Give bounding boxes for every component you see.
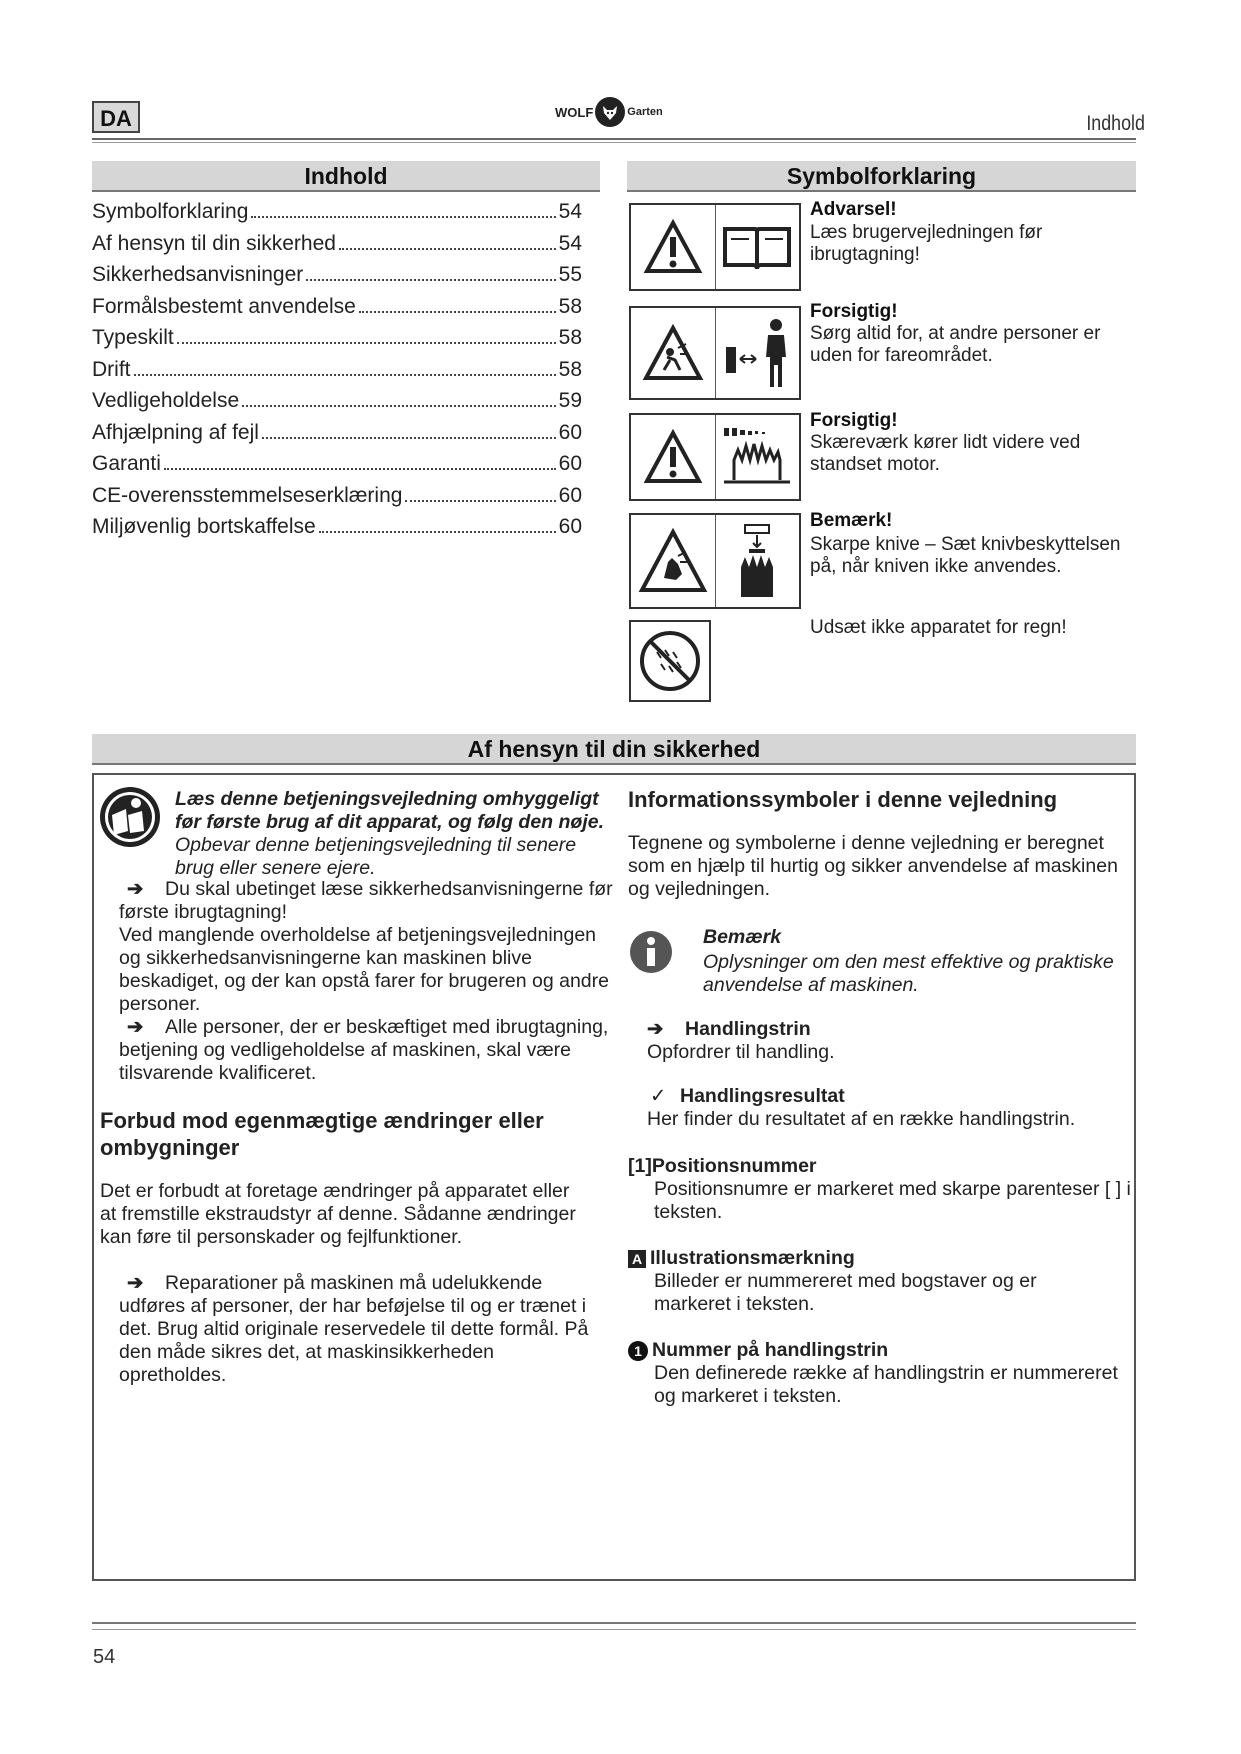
- toc-entry-title: Sikkerhedsanvisninger: [92, 263, 304, 286]
- toc-entry-title: CE-overensstemmelseserklæring: [92, 483, 403, 507]
- safety-heading: Af hensyn til din sikkerhed: [92, 734, 1136, 765]
- safety-intro-rest: Opbevar denne betjeningsvejledning til senere brug eller senere ejere.: [175, 834, 577, 879]
- toc-leader-dots: [164, 468, 556, 470]
- safety-para-1: Ved manglende overholdelse af betjeningsvejledningen og sikkerhedsanvisningerne kan maskinen blive beskadiget, og der kan opstå farer for brugeren og andre personer.: [119, 924, 609, 1015]
- toc-entry-page: 55: [558, 263, 582, 286]
- symbol-4-text: Skarpe knive – Sæt knivbeskyttelsen på, når kniven ikke anvendes.: [810, 534, 1121, 577]
- blade-guard-icon: [716, 515, 800, 607]
- toc-entry[interactable]: [92, 326, 582, 358]
- running-header: Indhold: [1086, 112, 1145, 135]
- safety-bullet-3: ➔ Reparationer på maskinen må udelukkende udføres af personer, der har beføjelse til og er trænet i det. Brug altid originale reservedele til dette formål. På den måde sikres det, at maskinsikkerheden opretholdes.: [119, 1272, 589, 1386]
- note-text: Oplysninger om den mest effektive og praktiske anvendelse af maskinen.: [703, 951, 1114, 996]
- read-manual-icon: [98, 785, 162, 849]
- language-badge: DA: [92, 101, 140, 133]
- toc-entry[interactable]: [92, 389, 582, 421]
- toc-entry-page: 59: [558, 389, 582, 412]
- toc-leader-dots: [251, 216, 555, 218]
- safety-bullet-2: ➔ Alle personer, der er beskæftiget med ibrugtagning, betjening og vedligeholdelse af maskinen, skal være tilsvarende kvalificeret.: [119, 1016, 609, 1084]
- symbol-3-title: Forsigtig!: [810, 410, 898, 431]
- toc-entry-page: 60: [558, 420, 582, 444]
- toc-entry-page: 58: [558, 326, 582, 349]
- logo-wolf-text: WOLF: [555, 104, 594, 120]
- toc-entry-page: 54: [558, 200, 582, 223]
- no-rain-icon: [631, 622, 709, 700]
- toc-entry-page: 60: [558, 515, 582, 538]
- symbol-5-text: Udsæt ikke apparatet for regn!: [810, 617, 1067, 638]
- page-number: 54: [93, 1646, 116, 1668]
- header-rule-thin: [92, 142, 1136, 143]
- symbols-heading: Symbolforklaring: [627, 161, 1136, 192]
- result-title: ✓ Handlingsresultat: [650, 1085, 845, 1107]
- toc-entry[interactable]: [92, 484, 582, 516]
- toc-leader-dots: [177, 342, 556, 344]
- step-title: ➔ Handlingstrin: [647, 1018, 811, 1040]
- symbol-keep-distance: [629, 306, 801, 400]
- toc-leader-dots: [134, 374, 556, 376]
- toc-entry-title: Af hensyn til din sikkerhed: [92, 231, 336, 255]
- toc-leader-dots: [405, 500, 555, 502]
- symbol-warning-read-manual: [629, 203, 801, 291]
- safety-intro-bold: Læs denne betjeningsvejledning omhyggeligt før første brug af dit apparat, og følg den nøje.: [175, 788, 604, 833]
- footer-rule: [92, 1622, 1136, 1630]
- toc-entry-title: Afhjælpning af fejl: [92, 420, 259, 444]
- symbol-1-title: Advarsel!: [810, 199, 897, 220]
- result-text: Her finder du resultatet af en række handlingstrin.: [647, 1108, 1076, 1130]
- toc-entry[interactable]: [92, 295, 582, 327]
- header-rule: [92, 138, 1136, 140]
- toc-leader-dots: [306, 279, 555, 281]
- step-number-title: 1 Nummer på handlingstrin: [628, 1339, 888, 1362]
- note-title: Bemærk: [703, 926, 782, 948]
- safety-intro: [175, 788, 615, 880]
- symbol-blade-runon: [629, 413, 801, 501]
- safety-bullet-1: ➔ Du skal ubetinget læse sikkerhedsanvisningerne før første ibrugtagning!: [119, 878, 613, 923]
- toc-entry[interactable]: [92, 452, 582, 484]
- arrow-right-icon: ➔: [647, 1018, 664, 1040]
- toc-entry-title: Vedligeholdelse: [92, 389, 240, 412]
- toc-entry[interactable]: [92, 515, 582, 547]
- toc-entry-page: 60: [558, 452, 582, 475]
- manual-book-icon: [716, 205, 800, 289]
- symbol-3-text: Skæreværk kører lidt videre ved standset motor.: [810, 432, 1081, 475]
- symbol-1-text: Læs brugervejledningen før ibrugtagning!: [810, 222, 1043, 265]
- symbol-no-rain: [629, 620, 711, 702]
- logo-garten-text: Garten: [627, 106, 663, 118]
- brand-logo: [555, 95, 663, 129]
- toc-entry-page: 58: [558, 294, 582, 318]
- step-text: Opfordrer til handling.: [647, 1041, 835, 1063]
- step-number-icon: 1: [628, 1341, 648, 1361]
- info-icon: [628, 928, 674, 976]
- illustration-text: Billeder er nummereret med bogstaver og er markeret i teksten.: [654, 1270, 1037, 1315]
- toc-heading: Indhold: [92, 161, 600, 192]
- toc-entry-title: Symbolforklaring: [92, 200, 249, 223]
- toc-leader-dots: [319, 531, 556, 533]
- symbol-4-title: Bemærk!: [810, 510, 893, 531]
- flying-debris-warning-icon: [631, 308, 716, 398]
- warning-triangle-icon: [631, 205, 716, 289]
- illustration-title: A Illustrationsmærkning: [628, 1247, 855, 1270]
- hand-cut-warning-icon: [631, 515, 716, 607]
- position-text: Positionsnumre er markeret med skarpe parenteser [ ] i teksten.: [654, 1178, 1131, 1223]
- checkmark-icon: ✓: [650, 1085, 667, 1107]
- toc-entry[interactable]: [92, 200, 582, 232]
- arrow-right-icon: ➔: [127, 878, 144, 900]
- step-number-text: Den definerede række af handlingstrin er nummereret og markeret i teksten.: [654, 1362, 1118, 1407]
- warning-triangle-icon: [631, 415, 716, 499]
- toc-entry-title: Drift: [92, 357, 131, 381]
- toc-entry[interactable]: [92, 232, 582, 264]
- symbol-sharp-blades: [629, 513, 801, 609]
- wolf-head-icon: [595, 97, 625, 127]
- table-of-contents: [92, 200, 582, 547]
- toc-entry-page: 58: [558, 357, 582, 381]
- toc-entry[interactable]: [92, 421, 582, 453]
- keep-distance-person-icon: [716, 308, 800, 398]
- info-symbols-heading: Informationssymboler i denne vejledning: [628, 787, 1058, 812]
- toc-leader-dots: [262, 437, 556, 439]
- toc-entry-page: 60: [558, 483, 582, 507]
- toc-entry[interactable]: [92, 263, 582, 295]
- toc-entry-title: Typeskilt: [92, 326, 174, 349]
- symbol-2-text: Sørg altid for, at andre personer er uden for fareområdet.: [810, 323, 1101, 366]
- toc-entry-page: 54: [558, 231, 582, 255]
- modification-heading: Forbud mod egenmægtige ændringer eller ombygninger: [100, 1108, 544, 1160]
- toc-entry-title: Miljøvenlig bortskaffelse: [92, 515, 316, 538]
- rotating-blades-icon: [716, 415, 800, 499]
- info-intro: Tegnene og symbolerne i denne vejledning er beregnet som en hjælp til hurtig og sikker anvendelse af maskinen og vejledningen.: [628, 832, 1118, 900]
- position-title: [1]Positionsnummer: [628, 1155, 817, 1177]
- modification-para: Det er forbudt at foretage ændringer på apparatet eller at fremstille ekstraudstyr af denne. Sådanne ændringer kan føre til personskader og fejlfunktioner.: [100, 1180, 576, 1248]
- toc-entry-title: Garanti: [92, 452, 161, 475]
- arrow-right-icon: ➔: [127, 1016, 144, 1038]
- toc-entry[interactable]: [92, 358, 582, 390]
- symbol-2-title: Forsigtig!: [810, 301, 898, 322]
- toc-leader-dots: [359, 311, 556, 313]
- toc-leader-dots: [242, 405, 556, 407]
- illustration-letter-icon: A: [628, 1250, 646, 1268]
- arrow-right-icon: ➔: [127, 1272, 144, 1294]
- toc-leader-dots: [339, 248, 556, 250]
- toc-entry-title: Formålsbestemt anvendelse: [92, 294, 356, 318]
